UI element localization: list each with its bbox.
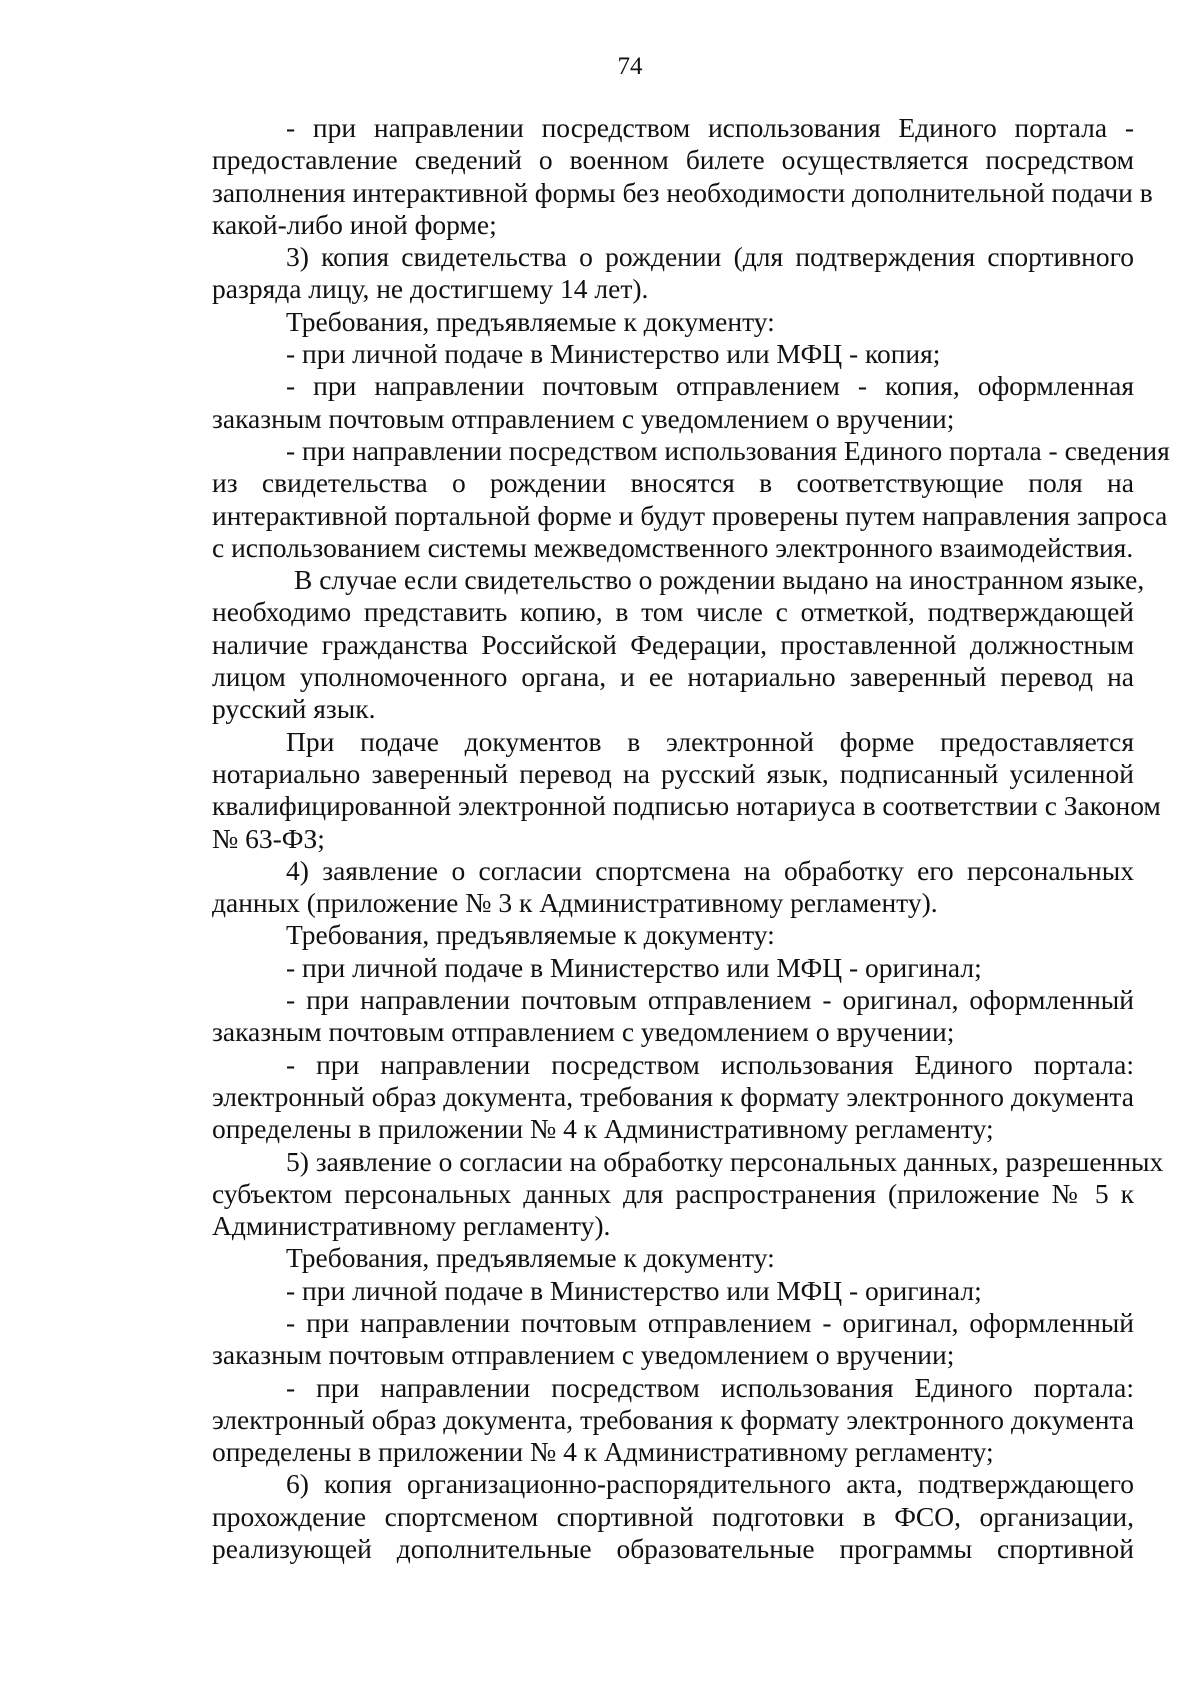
paragraph-line: заказным почтовым отправлением с уведомлением о вручении; bbox=[212, 1339, 955, 1371]
paragraph-line: субъектом персональных данных для распространения (приложение № 5 к bbox=[212, 1177, 1134, 1209]
paragraph bbox=[138, 112, 1153, 241]
paragraph-line: разряда лицу, не достигшему 14 лет). bbox=[212, 273, 649, 305]
paragraph-line: 4) заявление о согласии спортсмена на обработку его персональных bbox=[286, 854, 1134, 886]
paragraph-line: заказным почтовым отправлением с уведомлением о вручении; bbox=[212, 402, 955, 434]
paragraph-line: определены в приложении № 4 к Административному регламенту; bbox=[212, 1113, 994, 1145]
paragraph bbox=[138, 725, 1161, 855]
paragraph bbox=[138, 1049, 1134, 1146]
paragraph-line: наличие гражданства Российской Федерации, проставленной должностным bbox=[212, 628, 1134, 660]
paragraph-line: электронный образ документа, требования к формату электронного документа bbox=[212, 1403, 1134, 1435]
paragraph-line: заказным почтовым отправлением с уведомлением о вручении; bbox=[212, 1016, 955, 1048]
paragraph bbox=[138, 1242, 1134, 1274]
paragraph-line: электронный образ документа, требования к формату электронного документа bbox=[212, 1080, 1134, 1112]
paragraph-line: какой-либо иной форме; bbox=[212, 208, 497, 240]
paragraph-line: - при личной подаче в Министерство или МФЦ - копия; bbox=[286, 338, 941, 370]
paragraph bbox=[138, 1468, 1134, 1565]
paragraph-line: 5) заявление о согласии на обработку персональных данных, разрешенных bbox=[286, 1145, 1164, 1177]
paragraph bbox=[138, 984, 1134, 1049]
paragraph-line: При подаче документов в электронной форме предоставляется bbox=[286, 725, 1134, 757]
paragraph-line: Требования, предъявляемые к документу: bbox=[286, 919, 775, 951]
paragraph-line: - при направлении почтовым отправлением - оригинал, оформленный bbox=[286, 984, 1134, 1016]
paragraph-line: Требования, предъявляемые к документу: bbox=[286, 1242, 775, 1274]
paragraph-line: прохождение спортсменом спортивной подготовки в ФСО, организации, bbox=[212, 1500, 1134, 1532]
paragraph bbox=[138, 919, 1134, 951]
paragraph bbox=[138, 1145, 1164, 1243]
paragraph-line: - при направлении посредством использования Единого портала: bbox=[286, 1048, 1134, 1080]
paragraph bbox=[138, 338, 1134, 370]
paragraph bbox=[138, 241, 1134, 306]
paragraph bbox=[138, 952, 1134, 984]
paragraph-line: интерактивной портальной форме и будут проверены путем направления запроса bbox=[212, 499, 1168, 531]
paragraph-line: из свидетельства о рождении вносятся в соответствующие поля на bbox=[212, 467, 1134, 499]
paragraph-line: с использованием системы межведомственного электронного взаимодействия. bbox=[212, 531, 1134, 563]
paragraph-line: нотариально заверенный перевод на русский язык, подписанный усиленной bbox=[212, 757, 1134, 789]
paragraph-line: русский язык. bbox=[212, 693, 376, 725]
paragraph-line: 6) копия организационно-распорядительного акта, подтверждающего bbox=[286, 1468, 1134, 1500]
paragraph-line: определены в приложении № 4 к Административному регламенту; bbox=[212, 1436, 994, 1468]
paragraph-line: лицом уполномоченного органа, и ее нотариально заверенный перевод на bbox=[212, 661, 1134, 693]
paragraph-line: 3) копия свидетельства о рождении (для подтверждения спортивного bbox=[286, 241, 1134, 273]
paragraph bbox=[138, 855, 1134, 920]
paragraph-line: Административному регламенту). bbox=[212, 1210, 611, 1242]
paragraph bbox=[138, 370, 1134, 435]
paragraph-line: В случае если свидетельство о рождении выдано на иностранном языке, bbox=[294, 564, 1145, 596]
paragraph bbox=[138, 1372, 1134, 1469]
paragraph-line: - при направлении почтовым отправлением - копия, оформленная bbox=[286, 370, 1134, 402]
paragraph-line: заполнения интерактивной формы без необходимости дополнительной подачи в bbox=[212, 176, 1153, 208]
paragraph-line: данных (приложение № 3 к Административному регламенту). bbox=[212, 887, 938, 919]
paragraph-line: квалифицированной электронной подписью нотариуса в соответствии с Законом bbox=[212, 790, 1161, 822]
page-number: 74 bbox=[617, 53, 643, 80]
paragraph-line: необходимо представить копию, в том числе с отметкой, подтверждающей bbox=[212, 596, 1134, 628]
paragraph bbox=[138, 564, 1145, 725]
paragraph-line: - при направлении посредством использования Единого портала - сведения bbox=[286, 434, 1170, 466]
paragraph bbox=[138, 434, 1170, 564]
paragraph-line: - при направлении посредством использования Единого портала - bbox=[286, 112, 1134, 143]
paragraph-line: - при личной подаче в Министерство или МФЦ - оригинал; bbox=[286, 951, 982, 983]
paragraph-line: реализующей дополнительные образовательные программы спортивной bbox=[212, 1533, 1134, 1565]
paragraph-line: предоставление сведений о военном билете осуществляется посредством bbox=[212, 144, 1134, 176]
paragraph-line: № 63-ФЗ; bbox=[212, 822, 325, 854]
paragraph bbox=[138, 1275, 1134, 1307]
paragraph-line: Требования, предъявляемые к документу: bbox=[286, 305, 775, 337]
paragraph-line: - при направлении почтовым отправлением - оригинал, оформленный bbox=[286, 1306, 1134, 1338]
paragraph bbox=[138, 1307, 1134, 1372]
document-body bbox=[138, 112, 1170, 1565]
paragraph-line: - при личной подаче в Министерство или МФЦ - оригинал; bbox=[286, 1274, 982, 1306]
paragraph-line: - при направлении посредством использования Единого портала: bbox=[286, 1371, 1134, 1403]
paragraph bbox=[138, 306, 1134, 338]
